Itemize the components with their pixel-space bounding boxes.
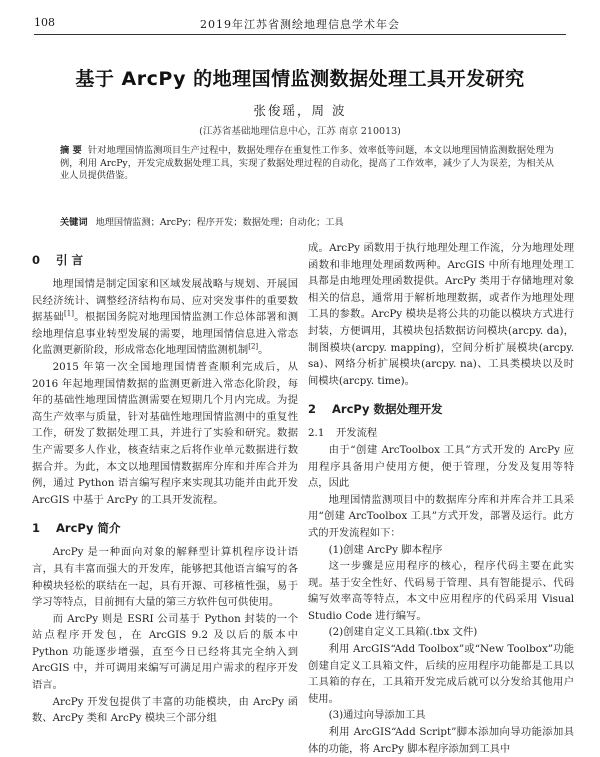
paragraph-text: 。 bbox=[258, 344, 269, 357]
section-heading-arcpy bbox=[32, 520, 298, 536]
paragraph: 2015 年第一次全国地理国情普查顺利完成后，从 2016 年起地理国情数据的监测更新进入常态化阶段，每年的基础性地理国情监测需要在短期几个月内完成。为提高生产效率与质量，针对基础性地理国情监测中的重复性工作，研发了数据处理工具，并进行了实验和研究。数据生产需要多人作业，核查结束之后将作业单元数据进行数据合并。为此，本文以地理国情数据库分库和并库合并为例，通过 Python 语言编写程序来实现其功能并由此开发 ArcGIS 中基于 ArcPy 的工具开发流程。 bbox=[32, 360, 298, 506]
section-number: 0 bbox=[32, 253, 41, 267]
paper-affiliation: (江苏省基础地理信息中心，江苏 南京 210013) bbox=[199, 126, 401, 137]
running-header bbox=[34, 12, 566, 35]
step-heading: (3)通过向导添加工具 bbox=[328, 709, 426, 722]
step-heading: (2)创建自定义工具箱(.tbx 文件) bbox=[328, 626, 478, 639]
page-number: 108 bbox=[34, 16, 55, 29]
paragraph bbox=[32, 276, 298, 359]
paragraph: 成。ArcPy 函数用于执行地理处理工作流，分为地理处理函数和非地理处理函数两种。ArcGIS 中所有地理处理工具都是由地理处理函数提供。ArcPy 类用于存储地理对象相关的信息，通常用于解析地理数据，或者作为地理处理工具的参数。ArcPy 模块是将公共的功能以模块方式进行封装，方便调用，其模块包括数据访问模块(arcpy. da)，制图模块(arcpy. mapping)，空间分析扩展模块(arcpy. sa)、网络分析扩展模块(arcpy. na)、工具类模块以及时间模块(arcpy. time)。 bbox=[308, 242, 574, 387]
abstract bbox=[60, 145, 554, 183]
paragraph: 利用 ArcGIS“Add Script”脚本添加向导功能添加具体的功能，将 ArcPy 脚本程序添加到工具中 bbox=[308, 726, 574, 755]
keywords-label: 关键词 bbox=[60, 217, 88, 228]
right-column bbox=[308, 240, 574, 757]
section-heading-intro bbox=[32, 252, 298, 268]
paragraph-text: 。根据国务院对地理国情监测工作总体部署和测绘地理信息事业转型发展的需要，地理国情信息进入常态化监测更新阶段，形成常态化地理国情监测机制 bbox=[32, 311, 299, 357]
paragraph: ArcPy 开发包提供了丰富的功能模块，由 ArcPy 函数、ArcPy 类和 ArcPy 模块三个部分组 bbox=[32, 695, 298, 725]
keywords-text: 地理国情监测；ArcPy；程序开发；数据处理；自动化；工具 bbox=[95, 217, 344, 228]
subsection-number: 2.1 bbox=[308, 427, 325, 440]
paragraph: 地理国情监测项目中的数据库分库和并库合并工具采用“创建 ArcToolbox 工具”方式开发，部署及运行。此方式的开发流程如下： bbox=[308, 493, 574, 539]
subsection-heading bbox=[308, 425, 574, 442]
paper-title: 基于 ArcPy 的地理国情监测数据处理工具开发研究 bbox=[75, 68, 525, 90]
section-number: 2 bbox=[308, 402, 317, 417]
section-number: 1 bbox=[32, 521, 41, 536]
section-title: ArcPy 数据处理开发 bbox=[332, 402, 443, 417]
paragraph: 而 ArcPy 则是 ESRI 公司基于 Python 封装的一个站点程序开发包，在 ArcGIS 9.2 及以后的版本中 Python 功能逐步增强，直至今日已经将其完全纳入到 ArcGIS 中，并可调用来编写可满足用户需求的程序开发语言。 bbox=[32, 612, 298, 692]
section-title: 引 言 bbox=[56, 253, 84, 267]
paragraph-text: 地理国情是制定国家和区域发展战略与规划、开展国民经济统计、调整经济结构布局、应对突发事件的重要数据基础 bbox=[32, 278, 298, 324]
left-column bbox=[32, 240, 298, 727]
paragraph: ArcPy 是一种面向对象的解释型计算机程序设计语言，具有丰富而强大的开发库，能够把其他语言编写的各种模块轻松的联结在一起，具有开源、可移植性强，易于学习等特点，目前拥有大量的第三方软件包可供使用。 bbox=[32, 546, 298, 609]
abstract-text: 针对地理国情监测项目生产过程中，数据处理存在重复性工作多、效率低等问题，本文以地理国情监测数据处理为例，利用 ArcPy，开发完成数据处理工具，实现了数据处理过程的自动化，提高了工作效率，减少了人为误差，为相关从业人员提供借鉴。 bbox=[60, 145, 554, 182]
paper-authors: 张俊瑶，周 波 bbox=[253, 103, 347, 118]
journal-name: 2019年江苏省测绘地理信息学术年会 bbox=[200, 18, 400, 31]
section-title: ArcPy 简介 bbox=[56, 521, 121, 536]
section-heading-processing bbox=[308, 401, 574, 417]
citation: [2] bbox=[248, 342, 259, 351]
abstract-label: 摘 要 bbox=[60, 145, 82, 156]
keywords bbox=[60, 217, 554, 230]
paragraph: 由于“创建 ArcToolbox 工具”方式开发的 ArcPy 应用程序具备用户使用方便，便于管理，分发及复用等特点，因此 bbox=[308, 443, 574, 490]
citation: [1] bbox=[64, 309, 74, 318]
subsection-title: 开发流程 bbox=[336, 427, 378, 440]
paragraph: 利用 ArcGIS“Add Toolbox”或“New Toolbox”功能创建自定义工具箱文件，后续的应用程序功能都是工具以工具箱的存在，工具箱开发完成后就可以分发给其他用户使用。 bbox=[308, 643, 574, 705]
paragraph: 这一步骤是应用程序的核心，程序代码主要在此实现。基于安全性好、代码易于管理、具有智能提示、代码编写效率高等特点，本文中应用程序的代码采用 Visual Studio Code 进行编写。 bbox=[308, 560, 574, 622]
step-heading: (1)创建 ArcPy 脚本程序 bbox=[328, 543, 443, 556]
